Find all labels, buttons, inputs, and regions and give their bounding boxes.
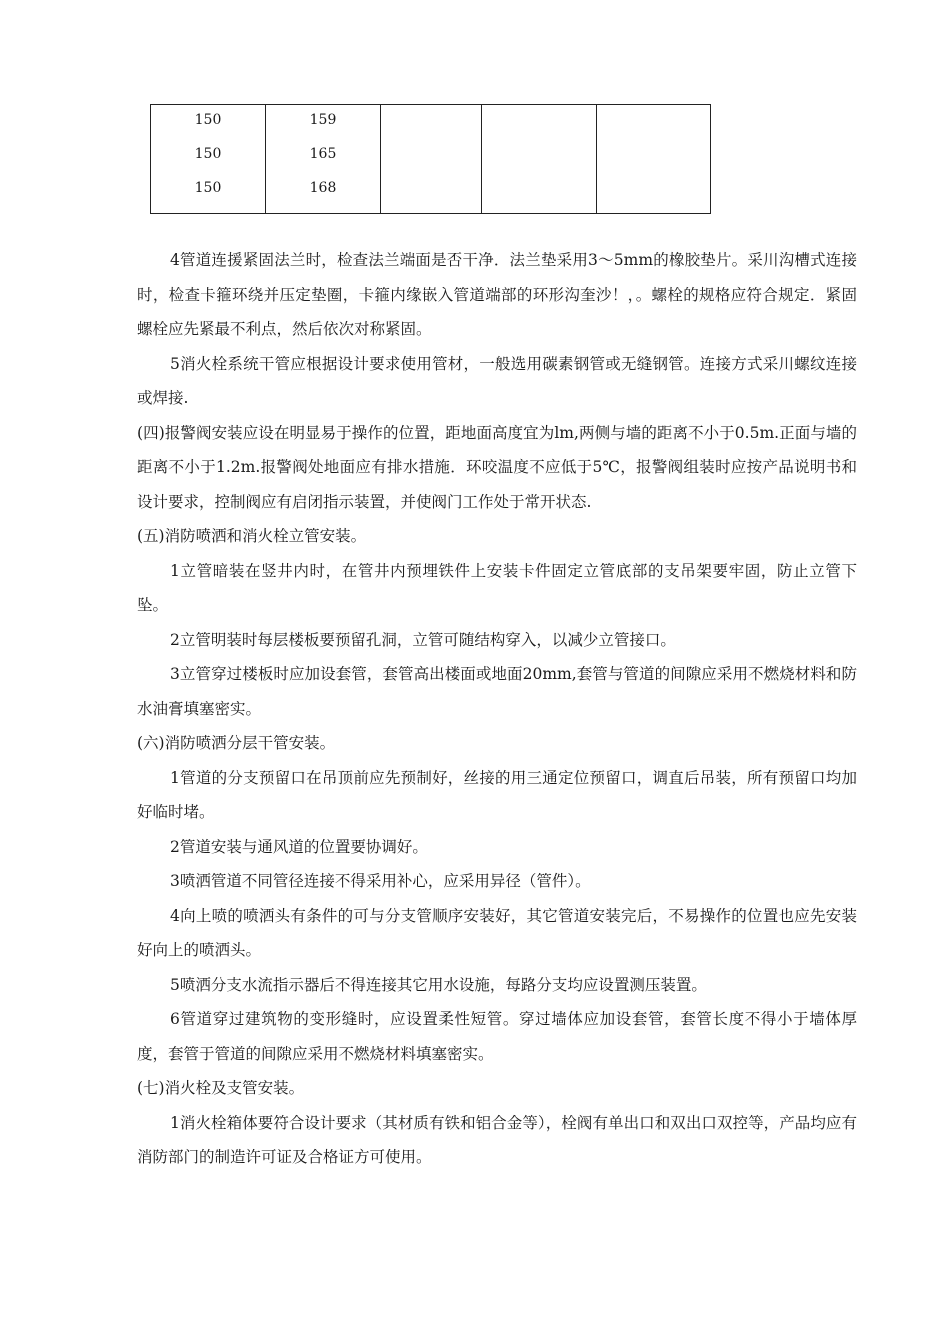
table-cell-col3 (381, 105, 482, 214)
document-body (137, 243, 857, 1175)
section-heading: (六)消防喷洒分层干管安装。 (137, 734, 336, 752)
paragraph: 1消火栓箱体要符合设计要求（其材质有铁和铝合金等），栓阀有单出口和双出口双控等，产品均应有消防部门的制造许可证及合格证方可使用。 (137, 1113, 857, 1166)
table-cell-value: 159 (309, 112, 337, 128)
paragraph: (四)报警阀安装应设在明显易于操作的位置，距地面高度宜为lm,两侧与墙的距离不小于0.5m.正面与墙的距离不小于1.2m.报警阀处地面应有排水措施．环咬温度不应低于5℃，报警阀组装时应按产品说明书和设计要求，控制阀应有启闭指示装置，并使阀门工作处于常开状态. (137, 423, 857, 511)
table-cell-value: 150 (194, 146, 222, 162)
paragraph: 4管道连援紧固法兰时，检查法兰端面是否干净．法兰垫采用3～5mm的橡胶垫片。采川沟槽式连接时，检查卡箍环绕并压定垫圈，卡箍内缘嵌入管道端部的环形沟奎沙！，。螺栓的规格应符合规定．紧固螺栓应先紧最不利点，然后依次对称紧固。 (137, 251, 857, 338)
table-cell-value: 150 (194, 180, 222, 196)
table-cell-col5 (597, 105, 711, 214)
paragraph: 2立管明装时每层楼板要预留孔洞，立管可随结构穿入，以减少立管接口。 (170, 630, 676, 649)
section-heading: (五)消防喷洒和消火栓立管安装。 (137, 527, 367, 545)
paragraph: 6管道穿过建筑物的变形缝时，应设置柔性短管。穿过墙体应加设套管，套管长度不得小于墙体厚度，套管于管道的间隙应采用不燃烧材料填塞密实。 (137, 1010, 857, 1063)
table-cell-value: 168 (309, 180, 337, 196)
pipe-size-table (150, 104, 711, 214)
table-cell-col4 (482, 105, 597, 214)
paragraph: 1管道的分支预留口在吊顶前应先预制好，丝接的用三通定位预留口，调直后吊装，所有预留口均加好临时堵。 (137, 768, 857, 821)
table-cell-col2 (266, 105, 381, 214)
paragraph: 3喷洒管道不同管径连接不得采用补心，应采用异径（管件）。 (170, 872, 591, 890)
section-heading: (七)消火栓及支管安装。 (137, 1079, 305, 1097)
paragraph: 5喷洒分支水流指示器后不得连接其它用水设施，每路分支均应设置测压装置。 (170, 975, 707, 994)
table-row (151, 105, 711, 214)
paragraph: 1立管暗装在竖井内时，在管井内预埋铁件上安装卡件固定立管底部的支吊架要牢固，防止立管下坠。 (137, 561, 857, 614)
table-cell-value: 150 (194, 112, 222, 128)
paragraph: 4向上喷的喷洒头有条件的可与分支管顺序安装好，其它管道安装完后，不易操作的位置也应先安装好向上的喷洒头。 (137, 906, 857, 959)
table-cell-value: 165 (309, 146, 337, 162)
table (150, 104, 711, 214)
paragraph: 2管道安装与通风道的位置要协调好。 (170, 837, 428, 856)
paragraph: 3立管穿过楼板时应加设套管，套管高出楼面或地面20mm,套管与管道的间隙应采用不燃烧材料和防水油膏填塞密实。 (137, 665, 857, 718)
paragraph: 5消火栓系统干管应根据设计要求使用管材，一般选用碳素钢管或无缝钢管。连接方式采川螺纹连接或焊接. (137, 354, 857, 407)
table-cell-col1 (151, 105, 266, 214)
